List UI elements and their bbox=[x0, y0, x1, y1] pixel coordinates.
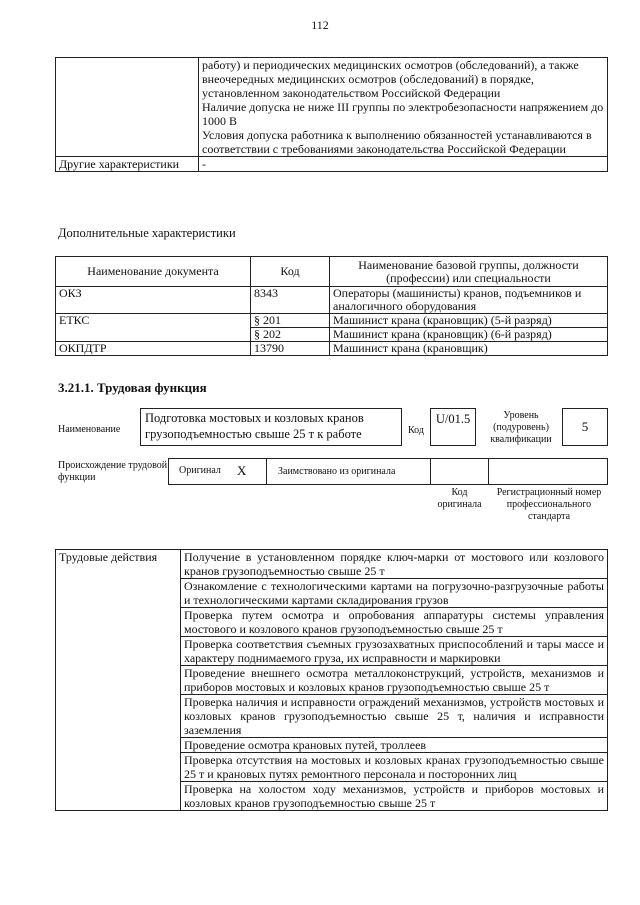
cell-code: § 201 bbox=[251, 314, 330, 328]
cell-code: 13790 bbox=[251, 342, 330, 356]
top-characteristics-table bbox=[55, 57, 608, 172]
reg-number-box bbox=[488, 458, 608, 485]
borrowed-box bbox=[266, 458, 431, 485]
origin-label: Происхождение трудовой функции bbox=[58, 460, 168, 483]
function-name-box bbox=[140, 408, 402, 446]
table-row bbox=[56, 287, 608, 314]
code-label: Код bbox=[408, 425, 424, 436]
function-code-box bbox=[430, 408, 476, 446]
action-item: Ознакомление с технологическими картами на погрузочно-разгрузочные работы и технологическими картами складирования грузов bbox=[181, 579, 608, 608]
action-item: Получение в установленном порядке ключ-марки от мостового или козлового кранов грузоподъемностью свыше 25 т bbox=[181, 550, 608, 579]
actions-label: Трудовые действия bbox=[56, 550, 181, 811]
labor-actions-table bbox=[55, 549, 608, 811]
table-row bbox=[56, 342, 608, 356]
function-name-value: Подготовка мостовых и козловых кранов грузоподъемностью свыше 25 т к работе bbox=[145, 411, 364, 441]
cell-name: Машинист крана (крановщик) (6-й разряд) bbox=[330, 328, 608, 342]
action-item: Проверка отсутствия на мостовых и козловых кранах грузоподъемностью свыше 25 т и крановых путях ремонтного персонала и посторонних лиц bbox=[181, 753, 608, 782]
orig-code-label: Код оригинала bbox=[437, 487, 482, 510]
reg-number-label: Регистрационный номер профессионального стандарта bbox=[496, 487, 602, 522]
content-line: Условия допуска работника к выполнению обязанностей устанавливаются в соответствии с требованиями законодательства Российской Федерации bbox=[202, 128, 592, 156]
original-box bbox=[168, 458, 267, 485]
table-row bbox=[56, 157, 608, 172]
action-item: Проверка соответствия съемных грузозахватных приспособлений и тары массе и характеру поднимаемого груза, их исправности и маркировки bbox=[181, 637, 608, 666]
level-box bbox=[562, 408, 608, 446]
action-item: Проведение внешнего осмотра металлоконструкций, устройств, механизмов и приборов мостовых и козловых кранов грузоподъемностью свыше 25 т bbox=[181, 666, 608, 695]
level-value: 5 bbox=[581, 419, 589, 434]
cell-name: Машинист крана (крановщик) bbox=[330, 342, 608, 356]
cell-doc: ОКЗ bbox=[56, 287, 251, 314]
orig-code-box bbox=[430, 458, 489, 485]
action-item: Проверка наличия и исправности ограждений механизмов, устройств мостовых и козловых кранов грузоподъемностью свыше 25 т, наличия и исправности заземления bbox=[181, 695, 608, 738]
col-header-document: Наименование документа bbox=[56, 257, 251, 287]
original-label: Оригинал bbox=[179, 465, 221, 476]
cell-name: Машинист крана (крановщик) (5-й разряд) bbox=[330, 314, 608, 328]
original-mark: X bbox=[237, 463, 247, 478]
action-item: Проверка путем осмотра и опробования аппаратуры системы управления мостового и козлового кранов грузоподъемностью свыше 25 т bbox=[181, 608, 608, 637]
row-content: - bbox=[199, 157, 608, 172]
col-header-name: Наименование базовой группы, должности (профессии) или специальности bbox=[330, 257, 608, 287]
function-code-value: U/01.5 bbox=[435, 412, 471, 426]
borrowed-label: Заимствовано из оригинала bbox=[278, 466, 396, 477]
cell-doc: ЕТКС bbox=[56, 314, 251, 342]
name-label: Наименование bbox=[58, 424, 121, 435]
cell-code: § 202 bbox=[251, 328, 330, 342]
action-item: Проверка на холостом ходу механизмов, устройств и приборов мостовых и козловых кранов грузоподъемностью свыше 25 т bbox=[181, 782, 608, 811]
page-number: 112 bbox=[311, 18, 329, 32]
row-content bbox=[199, 58, 608, 157]
table-header-row bbox=[56, 257, 608, 287]
cell-doc: ОКПДТР bbox=[56, 342, 251, 356]
table-row bbox=[56, 314, 608, 328]
row-label: Другие характеристики bbox=[56, 157, 199, 172]
action-item: Проведение осмотра крановых путей, троллеев bbox=[181, 738, 608, 753]
additional-table bbox=[55, 256, 608, 356]
additional-heading: Дополнительные характеристики bbox=[58, 226, 236, 240]
row-label bbox=[56, 58, 199, 157]
table-row bbox=[56, 550, 608, 579]
cell-code: 8343 bbox=[251, 287, 330, 314]
level-label: Уровень (подуровень) квалификации bbox=[490, 410, 552, 445]
content-line: Наличие допуска не ниже III группы по электробезопасности напряжением до 1000 В bbox=[202, 100, 604, 128]
col-header-code: Код bbox=[251, 257, 330, 287]
section-title: 3.21.1. Трудовая функция bbox=[58, 380, 207, 395]
content-line: работу) и периодических медицинских осмотров (обследований), а также внеочередных медицинских осмотров (обследований) в порядке, установленном законодательством Российской Федерации bbox=[202, 58, 579, 100]
table-row bbox=[56, 58, 608, 157]
cell-name: Операторы (машинисты) кранов, подъемников и аналогичного оборудования bbox=[330, 287, 608, 314]
